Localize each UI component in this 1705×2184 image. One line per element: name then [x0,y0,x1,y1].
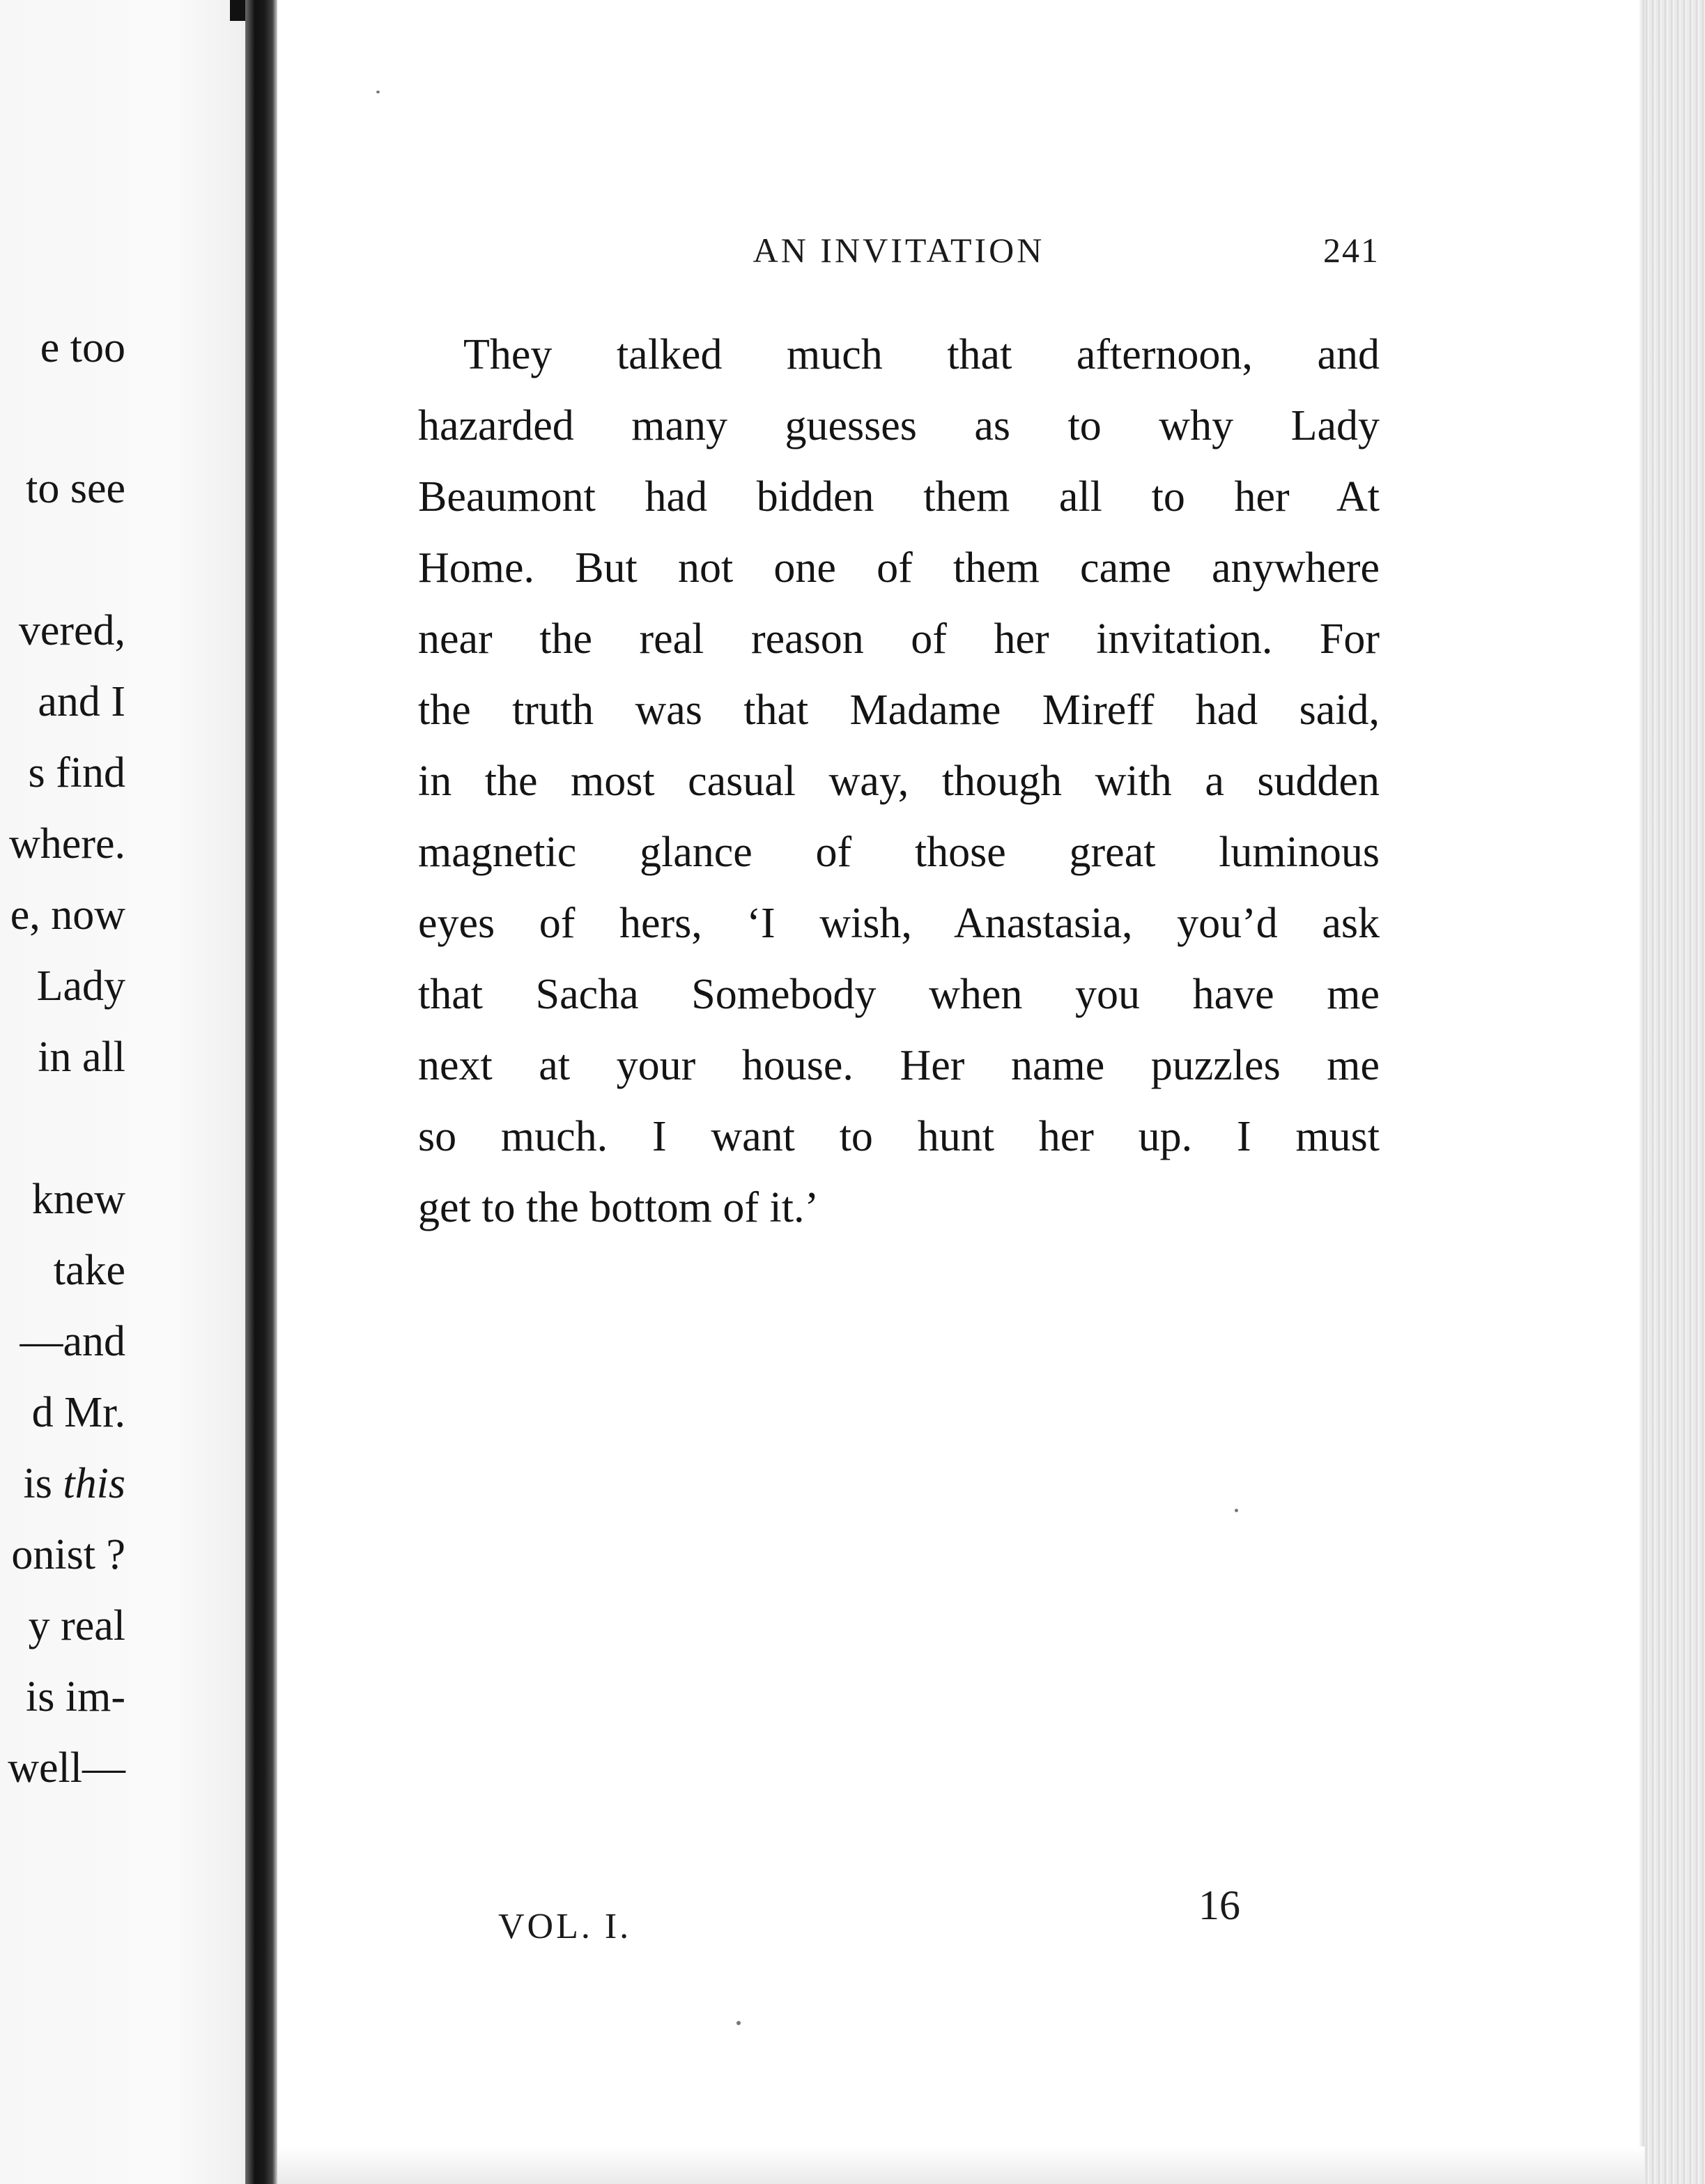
left-line-text: take [53,1247,125,1294]
left-line-text: e too [40,324,125,371]
left-line-text: to see [26,465,125,512]
left-line-text: knew [31,1176,125,1223]
left-line-text: is im- [26,1673,125,1721]
left-line-text: Lady [36,962,125,1010]
left-page-line [32,1178,125,1221]
left-facing-page [0,0,251,2184]
body-line: so much. I want to hunt her up. I must [418,1113,1380,1160]
signature-mark: VOL. I. [498,1907,632,1946]
left-page-line [29,1604,125,1647]
body-line: Beaumont had bidden them all to her At [418,473,1380,521]
left-line-text: is [23,1460,63,1507]
left-page-line [10,893,125,937]
left-page-line [26,1673,125,1721]
left-page-line [11,1533,125,1576]
body-line: in the most casual way, though with a sudden [418,758,1380,805]
body-line: next at your house. Her name puzzles me [418,1042,1380,1089]
dust-speck [376,91,380,93]
dust-speck [1235,1509,1238,1512]
left-page-line [26,467,125,510]
page-header [418,230,1380,279]
left-page-line [38,680,125,723]
body-line: magnetic glance of those great luminous [418,829,1380,876]
left-page-line [8,1746,125,1790]
left-line-text: d Mr. [31,1389,125,1436]
left-line-text: where. [9,820,125,868]
body-line: They talked much that afternoon, and [463,331,1380,378]
body-line: get to the bottom of it.’ [418,1184,819,1231]
left-line-text: y real [28,1602,125,1649]
body-line: near the real reason of her invitation. For [418,615,1380,663]
left-line-text: in all [38,1033,125,1081]
left-page-line [28,749,126,797]
body-line: the truth was that Madame Mireff had said, [418,686,1380,734]
body-line: that Sacha Somebody when you have me [418,971,1380,1018]
left-line-text: onist ? [11,1531,125,1578]
signature-number: 16 [1198,1882,1240,1928]
body-line: Home. But not one of them came anywhere [418,544,1380,592]
left-page-line [19,609,125,652]
body-line: hazarded many guesses as to why Lady [418,402,1380,449]
page-stack-edge [1644,0,1705,2184]
body-text [418,319,1380,1243]
left-page-line [32,1391,125,1434]
left-page-line [9,822,125,866]
book-gutter [245,0,277,2184]
left-line-text: well— [8,1744,125,1792]
page-number: 241 [1323,231,1380,270]
body-line: eyes of hers, ‘I wish, Anastasia, you’d ask [418,900,1380,947]
page-bottom-shadow [277,2146,1644,2184]
left-page-line [37,964,125,1008]
left-line-text: vered, [18,607,125,654]
left-page-line [24,1462,125,1505]
left-page-line [20,1320,125,1363]
left-line-text: —and [20,1318,125,1365]
left-line-text: e, now [10,891,125,939]
left-page-line [54,1249,125,1292]
dust-speck [736,2021,741,2025]
left-line-text: s find [28,749,125,797]
running-title: AN INVITATION [753,231,1045,270]
left-line-italic: this [63,1460,125,1507]
left-line-text: and I [38,678,125,725]
left-page-line [38,1033,125,1081]
left-page-line [40,326,125,369]
